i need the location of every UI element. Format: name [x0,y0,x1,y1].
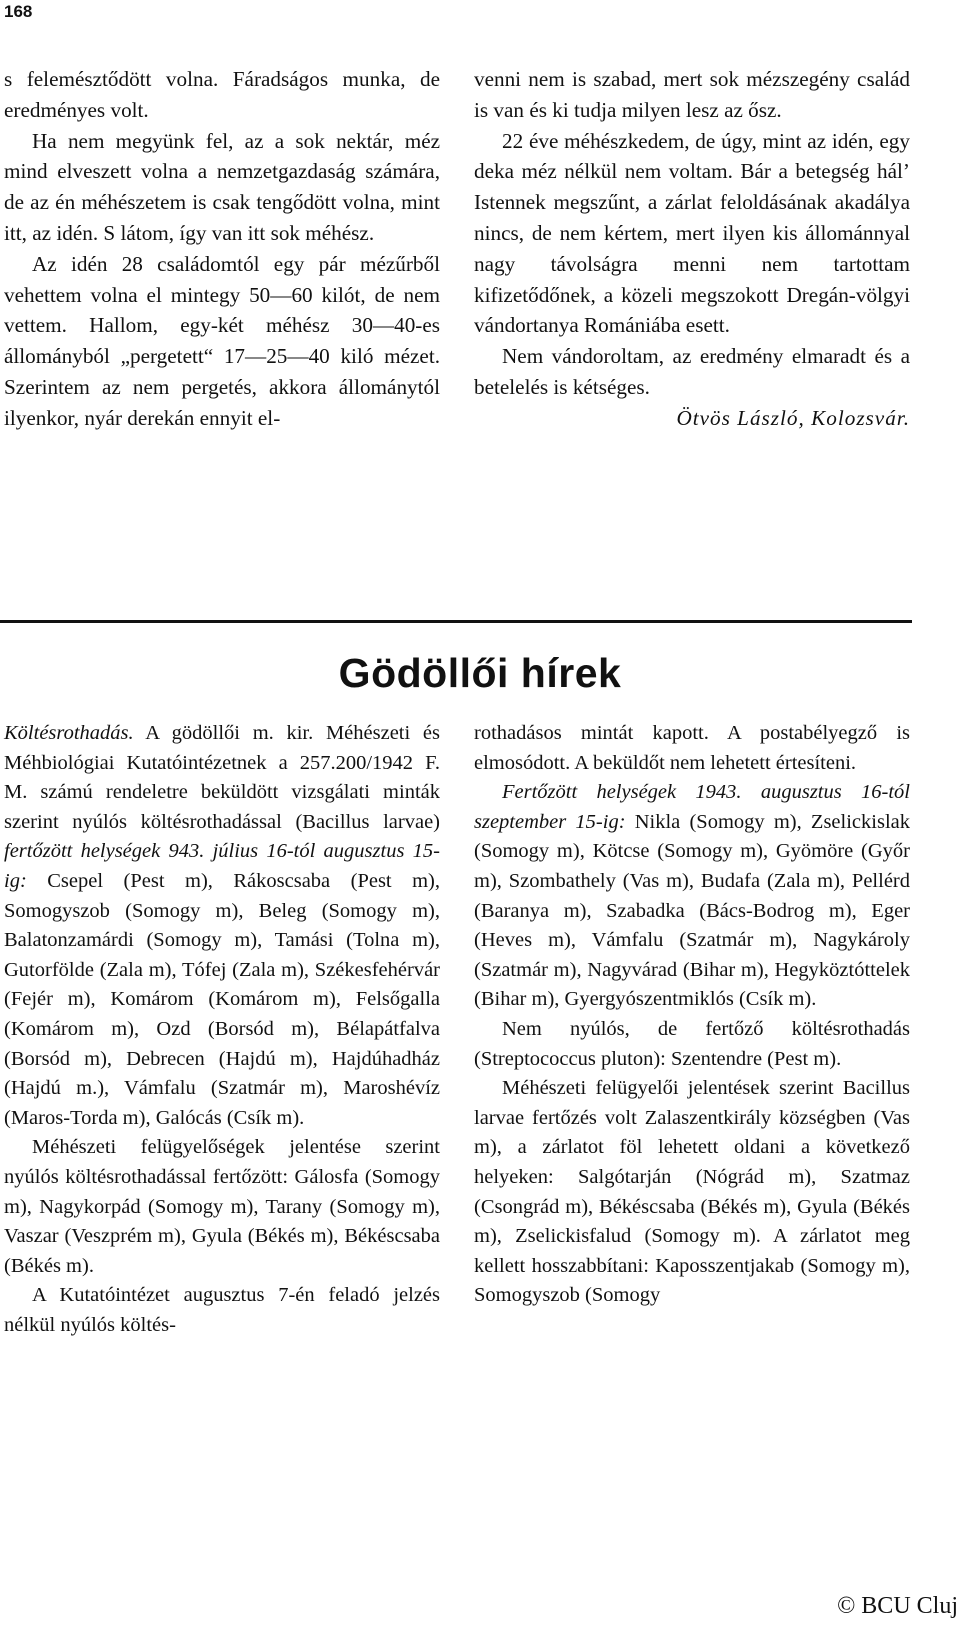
paragraph-text: Csepel (Pest m), Rákoscsaba (Pest m), Somogyszob (Somogy m), Beleg (Somogy m), Balatonzamárdi (Somogy m), Tamási (Tolna m), Gutorfölde (Zala m), Tófej (Zala m), Székesfehérvár (Fejér m), Komárom (Komárom m), Felsőgalla (Komárom m), Ozd (Borsód m), Bélapátfalva (Borsód m), Debrecen (Hajdú m), Hajdúhadház (Hajdú m.), Vámfalu (Szatmár m), Maroshévíz (Maros-Torda m), Galócás (Csík m). [4,869,440,1129]
italic-lead: Költésrothadás. [4,722,134,744]
paragraph: Méhészeti felügyelőségek jelentése szerint nyúlós költésrothadással fertőzött: Gálosfa (Somogy m), Nagykorpád (Somogy m), Tarany (Somogy m), Vaszar (Veszprém m), Gyula (Békés m), Békéscsaba (Békés m). [4,1136,440,1277]
paragraph [4,719,440,1133]
watermark: © BCU Cluj [837,1593,958,1619]
bottom-right-column [474,719,910,1311]
paragraph-text: Nikla (Somogy m), Zselickislak (Somogy m), Kötcse (Somogy m), Gyömöre (Győr m), Szombathely (Vas m), Budafa (Zala m), Pellérd (Baranya m), Szabadka (Bács-Bodrog m), Eger (Heves m), Vámfalu (Szatmár m), Nagykároly (Szatmár m), Nagyvárad (Bihar m), Hegyköztóttelek (Bihar m), Gyergyószentmiklós (Csík m). [474,810,910,1011]
paragraph: Az idén 28 családomtól egy pár mézűrből vehettem volna el mintegy 50—60 kilót, de nem vettem. Hallom, egy-két méhész 30—40-es állományból „pergetett“ 17—25—40 kiló mézet. Szerintem az nem pergetés, akkora állománytól ilyenkor, nyár derekán ennyit el- [4,251,440,430]
paragraph: 22 éve méhészkedem, de úgy, mint az idén, egy deka méz nélkül nem voltam. Bár a betegség hál’ Istennek megszűnt, a zárlat feloldásának akadálya nincs, de nem kértem, mert ilyen kis állománnyal nagy távolságra menni nem tartottam kifizetődőnek, a közeli megszokott Dregán-völgyi vándortanya Romániába esett. [474,128,910,338]
top-right-column [474,64,910,434]
paragraph: venni nem is szabad, mert sok mézszegény család is van és ki tudja milyen lesz az ősz. [474,67,910,122]
paragraph: Nem vándoroltam, az eredmény elmaradt és a betelelés is kétséges. [474,344,910,399]
paragraph-text: A gödöllői m. kir. Méhészeti és Méhbiológiai Kutatóintézetnek a 257.200/1942 F. M. számú rendeletre beküldött vizsgálati minták szerint nyúlós költésrothadással (Bacillus larvae) [4,722,440,833]
top-left-column [4,64,440,434]
bottom-left-column [4,719,440,1340]
author-signature: Ötvös László, Kolozsvár. [676,405,910,430]
paragraph [474,778,910,1015]
section-title: Gödöllői hírek [338,650,622,696]
paragraph: A Kutatóintézet augusztus 7-én feladó jelzés nélkül nyúlós költés- [4,1284,440,1336]
italic-heading: fertőzött helységek 943. július 16-tól augusztus 15-ig: [4,840,440,892]
paragraph: rothadásos mintát kapott. A postabélyegző is elmosódott. A beküldőt nem lehetett értesíteni. [474,722,910,774]
paragraph: s felemésztődött volna. Fáradságos munka, de eredményes volt. [4,67,440,122]
paragraph: Nem nyúlós, de fertőző költésrothadás (Streptococcus pluton): Szentendre (Pest m). [474,1017,910,1070]
italic-heading: Fertőzött helységek 1943. augusztus 16-tól szeptember 15-ig: [474,781,910,833]
page-number: 168 [4,2,33,21]
section-divider [0,620,912,623]
paragraph: Ha nem megyünk fel, az a sok nektár, méz mind elveszett volna a nemzetgazdaság számára, de az én méhészetem is csak tengődött volna, mint itt, az idén. S látom, így van itt sok méhész. [4,128,440,245]
paragraph: Méhészeti felügyelői jelentések szerint Bacillus larvae fertőzés volt Zalaszentkirály községben (Vas m), a zárlatot föl lehetett oldani a következő helyeken: Salgótarján (Nógrád m), Szatmaz (Csongrád m), Békéscsaba (Békés m), Gyula (Békés m), Zselickisfalud (Somogy m). A zárlatot meg kellett hosszabbítani: Kaposszentjakab (Somogy m), Somogyszob (Somogy [474,1077,910,1307]
